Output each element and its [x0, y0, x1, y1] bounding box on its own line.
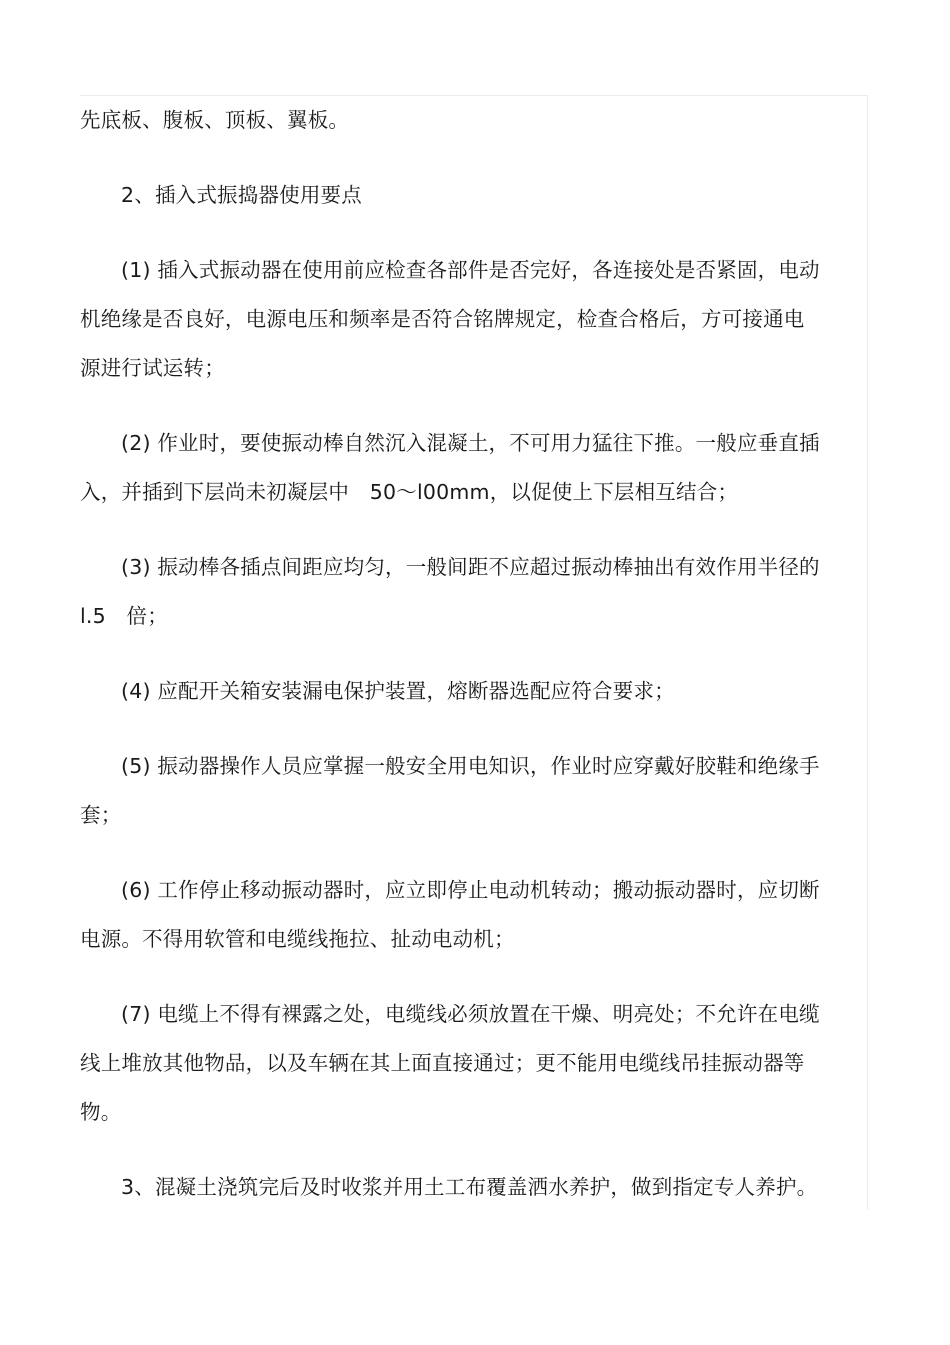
list-item-6-line: (6) 工作停止移动振动器时，应立即停止电动机转动；搬动振动器时，应切断: [121, 878, 820, 902]
list-item-6-line: 电源。不得用软管和电缆线拖拉、扯动电动机；: [80, 927, 515, 951]
list-item-5-line: (5) 振动器操作人员应掌握一般安全用电知识，作业时应穿戴好胶鞋和绝缘手: [121, 754, 820, 778]
list-item-2-line: (2) 作业时，要使振动棒自然沉入混凝土，不可用力猛往下推。一般应垂直插: [121, 431, 820, 455]
list-item-7-line: (7) 电缆上不得有裸露之处，电缆线必须放置在干燥、明亮处；不允许在电缆: [121, 1002, 820, 1026]
list-item-3-line: l.5 倍；: [80, 604, 168, 628]
list-item-7-line: 物。: [80, 1100, 122, 1124]
list-item-1-line: 源进行试运转；: [80, 356, 225, 380]
list-item-4-line: (4) 应配开关箱安装漏电保护装置，熔断器选配应符合要求；: [121, 679, 675, 703]
document-body: [80, 96, 825, 1212]
list-item-1-line: 机绝缘是否良好，电源电压和频率是否符合铭牌规定，检查合格后，方可接通电: [80, 307, 805, 331]
list-item-5-line: 套；: [80, 803, 122, 827]
list-item-7-line: 线上堆放其他物品，以及车辆在其上面直接通过；更不能用电缆线吊挂振动器等: [80, 1051, 805, 1075]
paragraph-line: 先底板、腹板、顶板、翼板。: [80, 108, 350, 132]
section-heading: 3、混凝土浇筑完后及时收浆并用土工布覆盖洒水养护，做到指定专人养护。: [121, 1175, 818, 1199]
section-heading: 2、插入式振捣器使用要点: [121, 183, 362, 207]
list-item-2-line: 入，并插到下层尚未初凝层中 50～l00mm，以促使上下层相互结合；: [80, 480, 739, 504]
list-item-1-line: (1) 插入式振动器在使用前应检查各部件是否完好，各连接处是否紧固，电动: [121, 258, 820, 282]
list-item-3-line: (3) 振动棒各插点间距应均匀，一般间距不应超过振动棒抽出有效作用半径的: [121, 555, 820, 579]
